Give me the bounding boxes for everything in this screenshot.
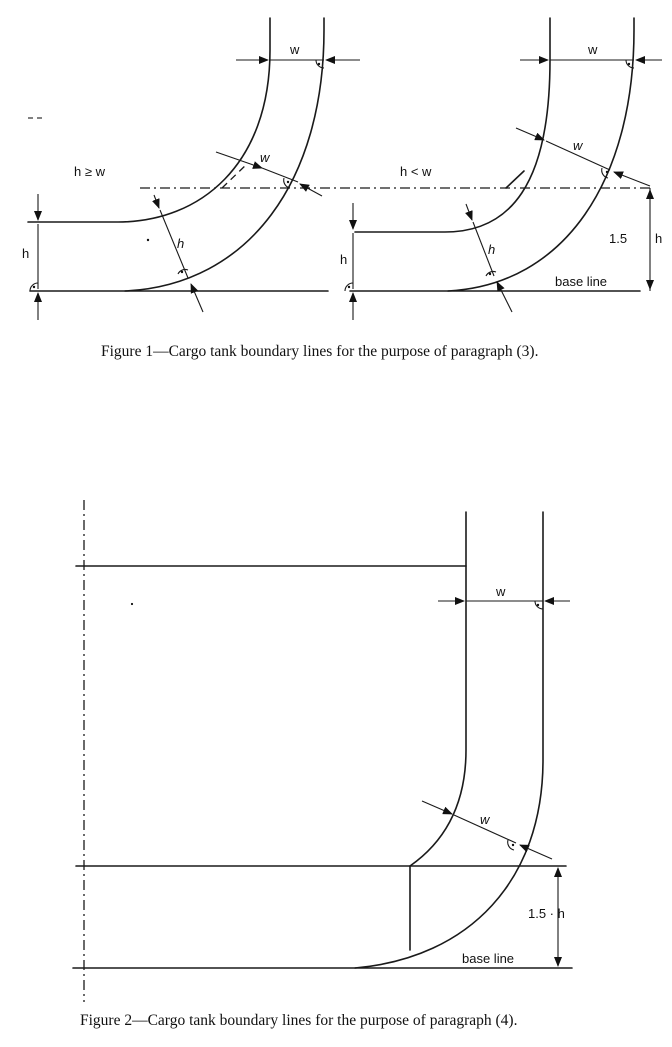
- figure-2: [73, 500, 572, 1029]
- dim-arrow: [191, 284, 203, 312]
- h-label-diag: h: [177, 236, 185, 251]
- stray-dot: [147, 239, 149, 241]
- w-label-diag: w: [260, 150, 270, 165]
- dim-arrow: [516, 128, 544, 140]
- base-line-label: base line: [555, 274, 608, 289]
- condition-h-lt-w: h < w: [400, 164, 432, 179]
- inner-boundary-curve: [28, 18, 270, 222]
- dim-line: [262, 168, 298, 182]
- h-label-side: h: [22, 246, 30, 261]
- w-label-top: w: [290, 42, 300, 57]
- inner-boundary-curve: [410, 512, 466, 866]
- h-label-side: h: [340, 252, 348, 267]
- right-angle-dot: [287, 181, 289, 183]
- right-angle-dot: [318, 63, 320, 65]
- right-angle-dot: [628, 63, 630, 65]
- outer-hull-curve: [448, 18, 634, 291]
- right-angle-dot: [512, 844, 514, 846]
- right-angle-dot: [537, 604, 539, 606]
- right-angle-dot: [348, 286, 350, 288]
- dim-1-5h-number: 1.5: [609, 231, 628, 246]
- base-line-label: base line: [462, 951, 515, 966]
- figure-1: [22, 18, 662, 360]
- figure-1-caption: Figure 1—Cargo tank boundary lines for the purpose of paragraph (3).: [101, 343, 539, 360]
- w-label-diag: w: [480, 812, 490, 827]
- stray-dot: [131, 603, 133, 605]
- outer-hull-curve: [355, 512, 543, 968]
- right-angle-dot: [181, 271, 183, 273]
- boundary-step: [506, 171, 524, 188]
- right-angle-dot: [606, 171, 608, 173]
- dim-arrow: [614, 172, 650, 186]
- dim-1-5h-h: h: [655, 231, 663, 246]
- right-angle-dot: [33, 286, 35, 288]
- dim-arrow: [216, 152, 262, 168]
- figure-1-left-subfigure: [22, 18, 360, 320]
- dim-arrow: [300, 184, 322, 196]
- w-label-top: w: [588, 42, 598, 57]
- h-label-diag: h: [488, 242, 496, 257]
- dim-arrow: [154, 195, 159, 208]
- dim-1-5h-label: 1.5 · h: [528, 906, 565, 921]
- figure-1-right-subfigure: [340, 18, 662, 320]
- inner-boundary-curve: [355, 18, 550, 232]
- condition-h-ge-w: h ≥ w: [74, 164, 105, 179]
- figure-2-caption: Figure 2—Cargo tank boundary lines for the purpose of paragraph (4).: [80, 1012, 518, 1029]
- w-label-top: w: [496, 584, 506, 599]
- dim-arrow: [422, 801, 452, 814]
- right-angle-dot: [489, 273, 491, 275]
- dim-arrow: [466, 204, 472, 220]
- w-label-diag: w: [573, 138, 583, 153]
- dim-arrow: [497, 282, 512, 312]
